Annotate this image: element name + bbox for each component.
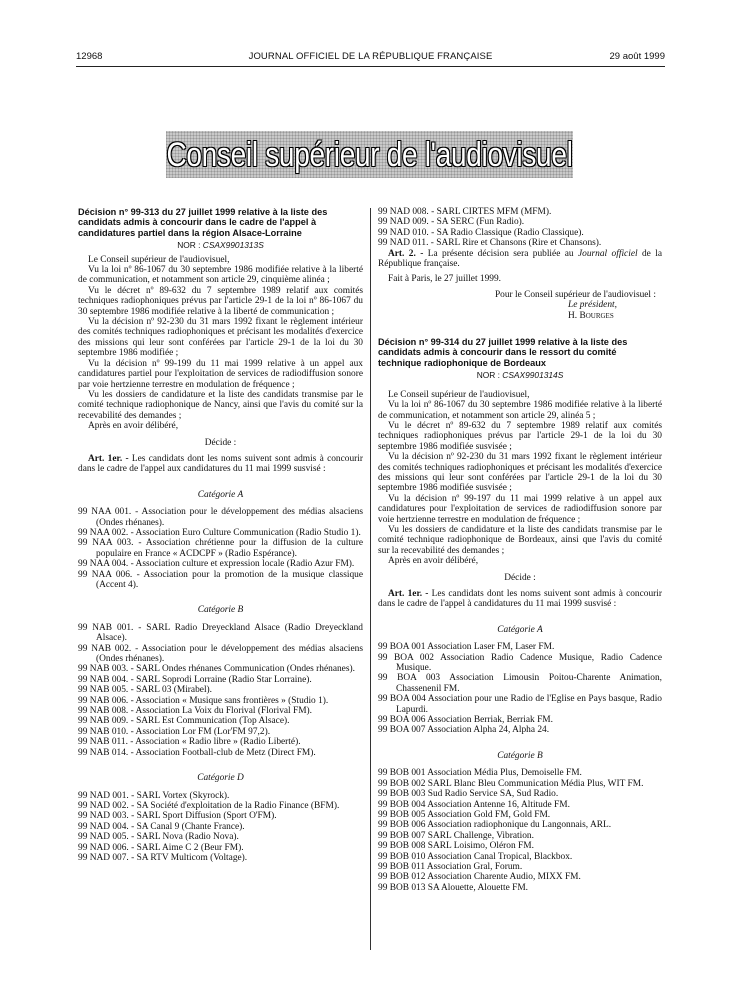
nor-code: CSAX9901313S: [202, 240, 264, 251]
paragraph: Vu la décision nº 99-199 du 11 mai 1999 relative à un appel aux candidatures partiel pour l'exploitation de services de radiodiffusion sonore par voie hertzienne terrestre en modulation de fréquence ;: [78, 358, 363, 390]
list-item: 99 NAD 011. - SARL Rire et Chansons (Rire et Chansons).: [378, 238, 602, 249]
category-heading: Catégorie B: [197, 605, 244, 616]
left-column: [78, 207, 363, 863]
list-item: 99 NAB 010. - Association Lor FM (Lor'FM 97,2).: [78, 726, 271, 737]
list-item: 99 BOB 010 Association Canal Tropical, Blackbox.: [378, 851, 573, 862]
page-number: 12968: [76, 51, 103, 62]
list-item: 99 BOB 008 SARL Loisimo, Oléron FM.: [378, 841, 534, 852]
list-item: 99 NAD 009. - SA SERC (Fun Radio).: [378, 217, 525, 228]
decide-heading: Décide :: [204, 437, 237, 448]
journal-title: JOURNAL OFFICIEL DE LA RÉPUBLIQUE FRANÇAISE: [248, 51, 493, 62]
list-item: 99 NAB 014. - Association Football-club de Metz (Direct FM).: [78, 747, 316, 758]
issue-date: 29 août 1999: [609, 51, 665, 62]
list-item: 99 NAA 002. - Association Euro Culture Communication (Radio Studio 1).: [78, 527, 361, 538]
paragraph: Vu les dossiers de candidature et la liste des candidats transmise par le comité technique radiophonique de Nancy, ainsi que l'avis du comité sur la recevabilité des demandes ;: [78, 389, 363, 421]
list-item: 99 BOA 001 Association Laser FM, Laser FM.: [378, 642, 555, 653]
signature-line: Pour le Conseil supérieur de l'audiovisuel :: [494, 289, 656, 300]
list-item: 99 NAB 008. - Association La Voix du Florival (Florival FM).: [78, 706, 313, 717]
decision-313-nor: NOR : CSAX9901313S: [177, 240, 264, 251]
paragraph: Vu les dossiers de candidature et la liste des candidats transmise par le comité technique radiophonique de Bordeaux, ainsi que l'avis du comité sur la recevabilité des demandes ;: [378, 524, 662, 556]
list-item: 99 NAD 004. - SA Canal 9 (Chante France).: [78, 821, 245, 832]
paragraph: Vu le décret nº 89-632 du 7 septembre 1989 relatif aux comités techniques radiophoniques prévus par l'article 29-1 de la loi du 30 septembre 1986 modifiée susvisée ;: [378, 420, 662, 452]
list-item: 99 NAD 001. - SARL Vortex (Skyrock).: [78, 790, 230, 801]
list-item: 99 NAA 006. - Association pour la promotion de la musique classique (Accent 4).: [78, 569, 363, 590]
decision-313-title: Décision n° 99-313 du 27 juillet 1999 relative à la liste des candidats admis à concourir dans le cadre de l'appel à candidatures partiel dans la région Alsace-Lorraine: [78, 207, 328, 238]
list-item: 99 BOB 001 Association Média Plus, Demoiselle FM.: [378, 768, 582, 779]
article-1: Art. 1er. - Les candidats dont les noms suivent sont admis à concourir dans le cadre de l'appel à candidatures du 11 mai 1999 susvisé :: [378, 589, 662, 610]
nor-code: CSAX9901314S: [502, 370, 564, 381]
list-item: 99 BOA 003 Association Limousin Poitou-Charente Animation, Chassenenil FM.: [378, 673, 662, 694]
list-item: 99 NAD 006. - SARL Aime C 2 (Beur FM).: [78, 842, 244, 853]
paragraph: Le Conseil supérieur de l'audiovisuel,: [388, 389, 530, 400]
list-item: 99 NAB 009. - SARL Est Communication (Top Alsace).: [78, 716, 290, 727]
list-item: 99 NAB 003. - SARL Ondes rhénanes Communication (Ondes rhénanes).: [78, 664, 355, 675]
decision-314-nor: NOR : CSAX9901314S: [476, 370, 564, 381]
decide-heading: Décide :: [504, 572, 536, 583]
list-item: 99 NAB 001. - SARL Radio Dreyeckland Alsace (Radio Dreyeckland Alsace).: [78, 622, 363, 644]
paragraph: Vu le décret nº 89-632 du 7 septembre 1989 relatif aux comités techniques radiophoniques prévus par l'article 29-1 de la loi nº 86-1067 du 30 septembre 1986 modifiée relative à la liberté de communication ;: [78, 285, 363, 317]
list-item: 99 NAA 004. - Association culture et expression locale (Radio Azur FM).: [78, 559, 355, 570]
list-item: 99 BOB 003 Sud Radio Service SA, Sud Radio.: [378, 789, 559, 800]
category-heading: Catégorie A: [497, 624, 543, 635]
list-item: 99 NAB 004. - SARL Soprodi Lorraine (Radio Star Lorraine).: [78, 674, 312, 685]
article-1: Art. 1er. - Les candidats dont les noms suivent sont admis à concourir dans le cadre de l'appel aux candidatures du 11 mai 1999 susvisé :: [78, 453, 363, 475]
decision-314-title: Décision n° 99-314 du 27 juillet 1999 relative à la liste des candidats admis à concourir dans le ressort du comité technique radiophonique de Bordeaux: [378, 337, 628, 368]
column-divider: [370, 208, 371, 950]
right-column: [378, 207, 662, 893]
list-item: 99 NAD 005. - SARL Nova (Radio Nova).: [78, 832, 239, 843]
paragraph: Vu la décision nº 99-197 du 11 mai 1999 relative à un appel aux candidatures pour l'exploitation de services de radiodiffusion sonore par voie hertzienne terrestre en modulation de fréquence ;: [378, 493, 662, 525]
list-item: 99 BOB 007 SARL Challenge, Vibration.: [378, 830, 534, 841]
list-item: 99 NAB 005. - SARL 03 (Mirabel).: [78, 685, 213, 696]
list-item: 99 NAA 003. - Association chrétienne pour la diffusion de la culture populaire en France « ACDCPF » (Radio Espérance).: [78, 538, 363, 559]
page-header: [76, 51, 665, 65]
list-item: 99 NAB 002. - Association pour le développement des médias alsaciens (Ondes rhénanes).: [78, 643, 363, 665]
paragraph: Vu la loi nº 86-1067 du 30 septembre 1986 modifiée relative à la liberté de communication, et notamment son article 29, alinéa 5 ;: [378, 400, 662, 421]
category-heading: Catégorie A: [197, 489, 244, 500]
list-item: 99 BOA 004 Association pour une Radio de l'Eglise en Pays basque, Radio Lapurdi.: [378, 694, 662, 715]
category-heading: Catégorie B: [497, 750, 543, 761]
paragraph: Vu la décision nº 92-230 du 31 mars 1992 fixant le règlement intérieur des comités techniques radiophoniques et précisant les modalités d'exercice des missions qui leur sont conférées par l'article 29-1 de la loi du 30 septembre 1986 modifiée ;: [78, 317, 363, 359]
list-item: 99 BOB 004 Association Antenne 16, Altitude FM.: [378, 799, 570, 810]
list-item: 99 BOA 007 Association Alpha 24, Alpha 24.: [378, 725, 550, 736]
section-banner: [166, 131, 573, 178]
list-item: 99 NAA 001. - Association pour le développement des médias alsaciens (Ondes rhénanes).: [78, 507, 363, 528]
header-rule: [76, 66, 665, 67]
list-item: 99 NAD 010. - SA Radio Classique (Radio Classique).: [378, 227, 584, 238]
list-item: 99 NAD 007. - SA RTV Multicom (Voltage).: [78, 852, 248, 863]
list-item: 99 BOB 013 SA Alouette, Alouette FM.: [378, 882, 529, 893]
paragraph: Vu la décision nº 92-230 du 31 mars 1992 fixant le règlement intérieur des comités techniques radiophoniques et précisant les modalités d'exercice des missions qui leur sont conférées par l'article 29-1 de la loi du 30 septembre 1986 modifiée susvisée ;: [378, 452, 662, 494]
fait-a-paris: Fait à Paris, le 27 juillet 1999.: [388, 274, 502, 285]
signature-name: H. Bourges: [568, 310, 614, 321]
list-item: 99 BOA 006 Association Berriak, Berriak FM.: [378, 715, 553, 726]
paragraph: Après en avoir délibéré,: [88, 421, 179, 432]
article-2: Art. 2. - La présente décision sera publiée au Journal officiel de la République française.: [378, 248, 662, 270]
list-item: 99 BOA 002 Association Radio Cadence Musique, Radio Cadence Musique.: [378, 652, 662, 674]
category-heading: Catégorie D: [197, 773, 244, 784]
list-item: 99 BOB 002 SARL Blanc Bleu Communication Média Plus, WIT FM.: [378, 778, 644, 789]
list-item: 99 BOB 005 Association Gold FM, Gold FM.: [378, 809, 551, 820]
list-item: 99 NAB 006. - Association « Musique sans frontières » (Studio 1).: [78, 695, 329, 706]
paragraph: Le Conseil supérieur de l'audiovisuel,: [88, 254, 230, 265]
banner-title: Conseil supérieur de l'audiovisuel: [166, 134, 573, 173]
list-item: 99 NAD 008. - SARL CIRTES MFM (MFM).: [378, 207, 552, 217]
list-item: 99 BOB 006 Association radiophonique du Langonnais, ARL.: [378, 820, 612, 831]
list-item: 99 NAB 011. - Association « Radio libre » (Radio Liberté).: [78, 737, 301, 748]
signature-title: Le président,: [568, 300, 617, 311]
list-item: 99 BOB 011 Association Gral, Forum.: [378, 861, 523, 872]
list-item: 99 NAD 002. - SA Société d'exploitation de la Radio Finance (BFM).: [78, 800, 340, 811]
paragraph: Après en avoir délibéré,: [388, 556, 479, 567]
list-item: 99 BOB 012 Association Charente Audio, MIXX FM.: [378, 872, 581, 883]
list-item: 99 NAD 003. - SARL Sport Diffusion (Sport O'FM).: [78, 811, 277, 822]
paragraph: Vu la loi nº 86-1067 du 30 septembre 1986 modifiée relative à la liberté de communication, et notamment son article 29, cinquième alinéa ;: [78, 265, 363, 286]
